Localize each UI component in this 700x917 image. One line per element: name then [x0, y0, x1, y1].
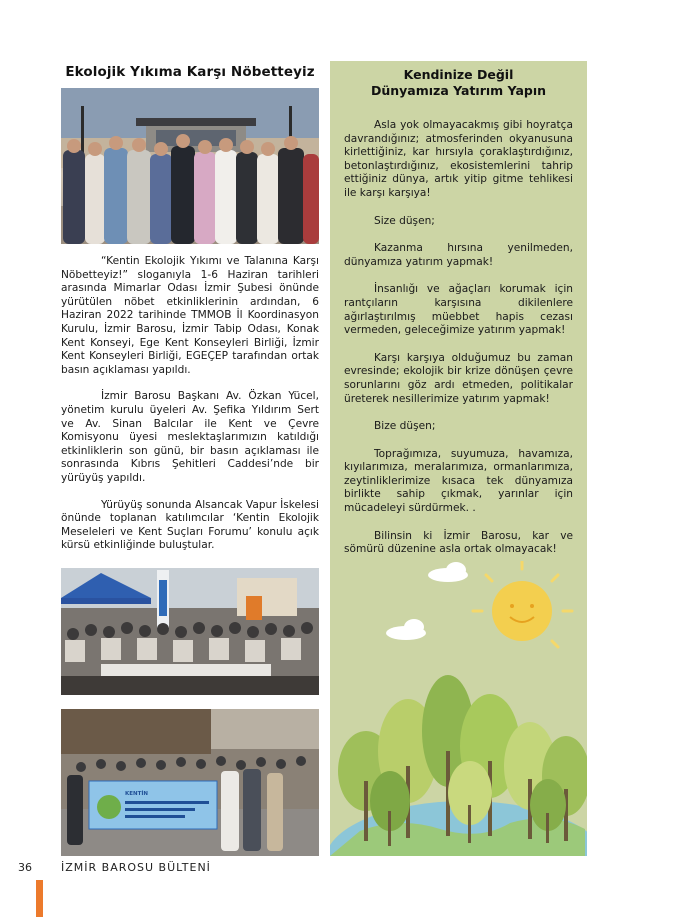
article-paragraph: “Kentin Ekolojik Yıkımı ve Talanına Karşı Nöbetteyiz!” sloganıyla 1-6 Haziran tarihleri arasında Mimarlar Odası İzmir Şubesi önünde yürütülen nöbet etkinliklerinin ardından, 6 Haziran 2022 tarihinde TMMOB İl Koordinasyon Kurulu, İzmir Barosu, İzmir Tabip Odası, Konak Kent Konseyi, Ege Kent Konseyleri Birliği, İzmir Kent Konseyleri Birliği, EGEÇEP tarafından ortak basın açıklaması yapıldı.: [61, 255, 319, 376]
article-paragraph: İzmir Barosu Başkanı Av. Özkan Yücel, yönetim kurulu üyeleri Av. Şefika Yıldırım Sert ve Av. Sinan Balcılar ile Kent ve Çevre Komisyonu üyesi meslektaşlarımızın katıldığı etkinliklerin son günü, bir basın açıklaması ile sonrasında Kıbrıs Şehitleri Caddesi’nde bir yürüyüş yapıldı.: [61, 390, 319, 484]
article-paragraph: Yürüyüş sonunda Alsancak Vapur İskelesi önünde toplanan katılımcılar ‘Kentin Ekolojik Meseleleri ve Kent Suçları Forumu’ konulu açık kürsü etkinliğinde buluştular.: [61, 498, 319, 552]
editorial-paragraph: Bilinsin ki İzmir Barosu, kar ve sömürü düzenine asla ortak olmayacak!: [344, 529, 573, 556]
forum-photo: [61, 568, 319, 695]
page-number: 36: [18, 861, 32, 874]
editorial-paragraph: İnsanlığı ve ağaçları korumak için rantçıların karşısına dikilenlere ağırlaştırılmış müebbet hapis cezası vermeden, geleceğimize yatırım yapmak!: [344, 283, 573, 337]
footer-accent-bar: [36, 880, 43, 917]
editorial-title-line2: Dünyamıza Yatırım Yapın: [370, 83, 547, 98]
march-photo: [61, 709, 319, 856]
svg-text:KENTİN: KENTİN: [125, 791, 149, 797]
article-title: Ekolojik Yıkıma Karşı Nöbetteyiz: [65, 64, 315, 80]
editorial-title-line1: Kendinize Değil: [403, 67, 514, 82]
editorial-title: [330, 67, 587, 99]
editorial-paragraph: Toprağımıza, suyumuza, havamıza, kıyılarımıza, meralarımıza, ormanlarımıza, zeytinliklerimize kısaca tek dünyamıza birlikte sahip çıkmak, yarınlar için mücadeleyi sürdürmek. .: [344, 447, 573, 515]
editorial-paragraph: Bize düşen;: [374, 420, 436, 433]
sun-icon: [473, 561, 572, 647]
editorial-paragraph: Size düşen;: [374, 214, 435, 227]
editorial-paragraph: Karşı karşıya olduğumuz bu zaman evresinde; ekolojik bir krize dönüşen çevre sorunlarını göz ardı etmeden, politikalar üreterek nesillerimize yatırım yapmak!: [344, 351, 573, 405]
group-photo: [61, 88, 319, 244]
editorial-panel: [330, 61, 587, 856]
editorial-paragraph: Asla yok olmayacakmış gibi hoyratça davrandığınız; atmosferinden okyanusuna kirlettiğiniz, kar hırsıyla çoraklaştırdığınız, betonlaştırdığınız, ekosistemlerini tahrip ettiğiniz dünya, artık yitip gitme tehlikesi ile karşı karşıya!: [344, 119, 573, 199]
left-column: [61, 58, 319, 244]
article-body: [61, 255, 319, 566]
editorial-body: [330, 119, 587, 557]
publication-name: İZMİR BAROSU BÜLTENİ: [61, 861, 211, 874]
earth-trees-illustration: [330, 561, 587, 856]
editorial-paragraph: Kazanma hırsına yenilmeden, dünyamıza yatırım yapmak!: [344, 242, 573, 268]
